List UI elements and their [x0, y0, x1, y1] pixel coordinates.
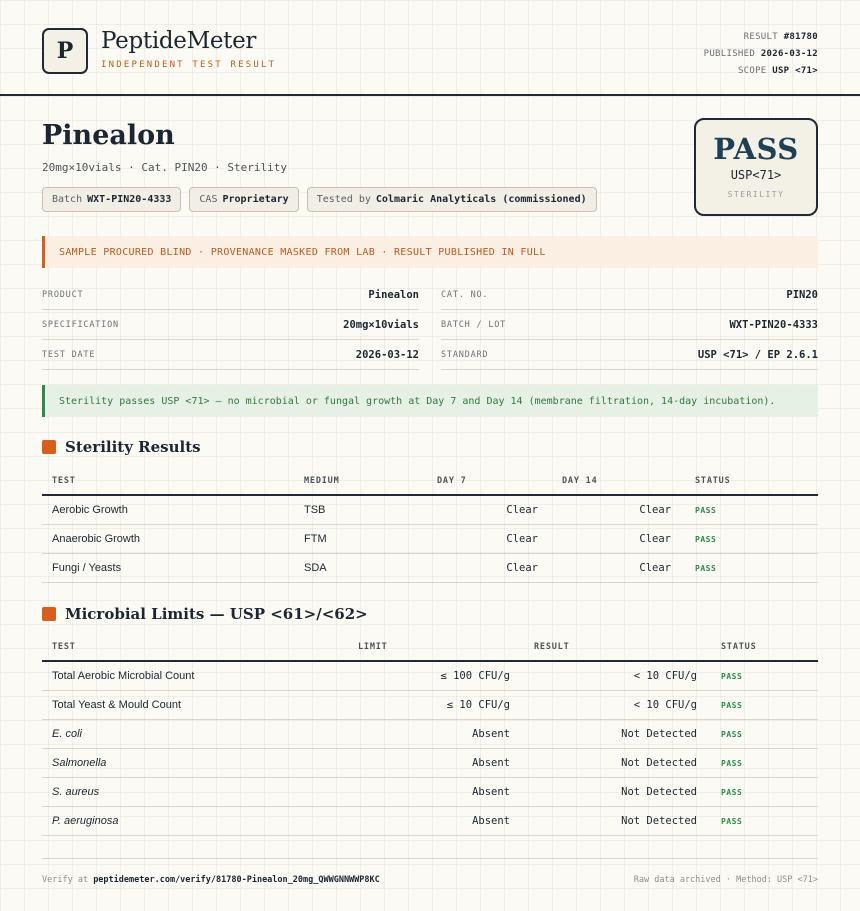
- result-value: < 10 CFU/g: [524, 661, 711, 690]
- col-header-test: TEST: [42, 633, 348, 661]
- result-value: Not Detected: [524, 719, 711, 748]
- product-subtitle: 20mg×10vials · Cat. PIN20 · Sterility: [42, 161, 288, 174]
- info-cell-product: PRODUCT Pinealon: [42, 280, 419, 310]
- report-footer: [42, 858, 818, 900]
- info-row: [42, 310, 818, 340]
- table-row: [42, 719, 818, 748]
- section-marker-icon: [42, 440, 56, 454]
- table-row: [42, 748, 818, 777]
- footer-method: Raw data archived · Method: USP <71>: [633, 874, 818, 885]
- info-cell-test-date: TEST DATE 2026-03-12: [42, 340, 419, 370]
- result-meta: [704, 29, 818, 80]
- status-badge: PASS: [711, 719, 818, 748]
- sterility-table: [42, 467, 818, 583]
- test-name: Fungi / Yeasts: [42, 553, 294, 582]
- status-badge: PASS: [711, 777, 818, 806]
- info-cell-standard: STANDARD USP <71> / EP 2.6.1: [441, 340, 818, 370]
- microbial-table: [42, 633, 818, 836]
- test-name: S. aureus: [42, 777, 348, 806]
- section-title: Sterility Results: [65, 438, 201, 456]
- table-row: [42, 495, 818, 524]
- test-name: P. aeruginosa: [42, 806, 348, 835]
- status-badge: PASS: [711, 661, 818, 690]
- medium: TSB: [294, 495, 427, 524]
- product-chips: [42, 187, 597, 212]
- col-header-day14: DAY 14: [552, 467, 685, 495]
- col-header-test: TEST: [42, 467, 294, 495]
- table-row: [42, 661, 818, 690]
- section-marker-icon: [42, 607, 56, 621]
- limit-value: ≤ 10 CFU/g: [348, 690, 524, 719]
- status-badge: PASS: [711, 806, 818, 835]
- medium: SDA: [294, 553, 427, 582]
- day7-value: Clear: [427, 495, 552, 524]
- procurement-notice: SAMPLE PROCURED BLIND · PROVENANCE MASKED FROM LAB · RESULT PUBLISHED IN FULL: [42, 236, 818, 268]
- result-summary: Sterility passes USP <71> — no microbial or fungal growth at Day 7 and Day 14 (membrane filtration, 14-day incubation).: [42, 385, 818, 417]
- test-name: Anaerobic Growth: [42, 524, 294, 553]
- test-name: Salmonella: [42, 748, 348, 777]
- table-header-row: [42, 633, 818, 661]
- cas-chip: CAS Proprietary: [189, 187, 298, 212]
- result-id-line: RESULT #81780: [743, 32, 818, 42]
- table-row: [42, 777, 818, 806]
- status-badge: PASS: [711, 690, 818, 719]
- info-row: [42, 280, 818, 310]
- status-badge: PASS: [685, 495, 818, 524]
- info-cell-cat-no: CAT. NO. PIN20: [441, 280, 818, 310]
- verdict-kind: STERILITY: [727, 190, 785, 199]
- test-name: Total Yeast & Mould Count: [42, 690, 348, 719]
- day14-value: Clear: [552, 553, 685, 582]
- result-value: < 10 CFU/g: [524, 690, 711, 719]
- test-name: E. coli: [42, 719, 348, 748]
- limit-value: Absent: [348, 777, 524, 806]
- limit-value: Absent: [348, 748, 524, 777]
- result-value: Not Detected: [524, 777, 711, 806]
- limit-value: ≤ 100 CFU/g: [348, 661, 524, 690]
- day14-value: Clear: [552, 495, 685, 524]
- day14-value: Clear: [552, 524, 685, 553]
- table-header-row: [42, 467, 818, 495]
- status-badge: PASS: [711, 748, 818, 777]
- day7-value: Clear: [427, 524, 552, 553]
- info-cell-batch: BATCH / LOT WXT-PIN20-4333: [441, 310, 818, 340]
- table-row: [42, 524, 818, 553]
- medium: FTM: [294, 524, 427, 553]
- brand-name: PeptideMeter: [101, 28, 257, 54]
- limit-value: Absent: [348, 806, 524, 835]
- col-header-status: STATUS: [685, 467, 818, 495]
- scope-line: SCOPE USP <71>: [737, 66, 818, 76]
- info-cell-specification: SPECIFICATION 20mg×10vials: [42, 310, 419, 340]
- day7-value: Clear: [427, 553, 552, 582]
- limit-value: Absent: [348, 719, 524, 748]
- microbial-section-heading: [42, 605, 368, 623]
- sterility-section-heading: [42, 438, 201, 456]
- table-row: [42, 690, 818, 719]
- brand-tagline: INDEPENDENT TEST RESULT: [101, 60, 277, 70]
- table-row: [42, 553, 818, 582]
- logo-icon: P: [42, 28, 88, 74]
- status-badge: PASS: [685, 553, 818, 582]
- verify-link[interactable]: peptidemeter.com/verify/81780-Pinealon_20mg_QWWGNNWWP8KC: [93, 874, 380, 885]
- verdict-stamp: [694, 118, 818, 216]
- product-title: Pinealon: [42, 120, 175, 151]
- section-title: Microbial Limits — USP <61>/<62>: [65, 605, 368, 623]
- result-value: Not Detected: [524, 806, 711, 835]
- verdict-standard: USP<71>: [730, 168, 782, 182]
- col-header-day7: DAY 7: [427, 467, 552, 495]
- product-info-grid: [42, 280, 818, 370]
- verify-line: Verify at peptidemeter.com/verify/81780-Pinealon_20mg_QWWGNNWWP8KC: [42, 874, 380, 885]
- published-line: PUBLISHED 2026-03-12: [703, 49, 818, 59]
- col-header-result: RESULT: [524, 633, 711, 661]
- batch-chip: Batch WXT-PIN20-4333: [42, 187, 181, 212]
- result-value: Not Detected: [524, 748, 711, 777]
- status-badge: PASS: [685, 524, 818, 553]
- report-header: [0, 0, 860, 96]
- tested-by-chip: Tested by Colmaric Analyticals (commissioned): [307, 187, 597, 212]
- col-header-status: STATUS: [711, 633, 818, 661]
- col-header-medium: MEDIUM: [294, 467, 427, 495]
- test-name: Total Aerobic Microbial Count: [42, 661, 348, 690]
- col-header-limit: LIMIT: [348, 633, 524, 661]
- info-row: [42, 340, 818, 370]
- verdict-word: PASS: [713, 132, 799, 166]
- test-name: Aerobic Growth: [42, 495, 294, 524]
- table-row: [42, 806, 818, 835]
